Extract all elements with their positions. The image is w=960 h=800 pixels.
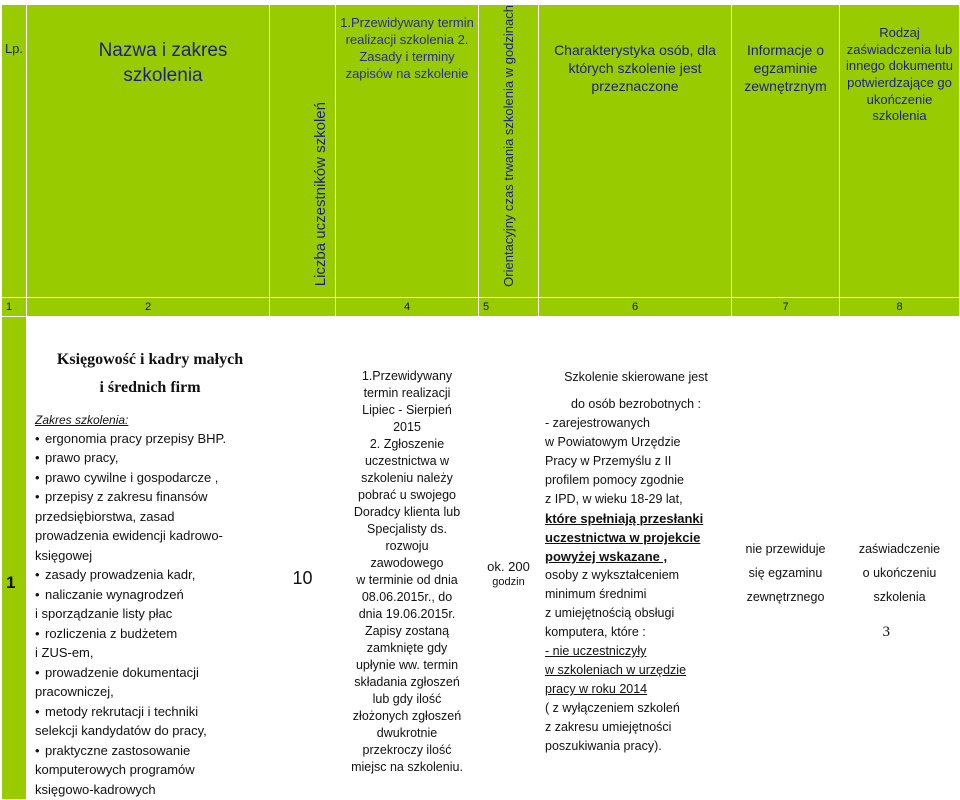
scope-item: księgowej [35, 547, 93, 563]
target-line: z zakresu umiejętności [545, 720, 672, 735]
scope-item: • zasady prowadzenia kadr, [35, 565, 265, 585]
scope-item: selekcji kandydatów do pracy, [35, 723, 207, 739]
target-line: ( z wyłączeniem szkoleń [545, 701, 680, 716]
target-line: z umiejętnością obsługi [545, 606, 675, 621]
schedule-line: Doradcy klienta lub [353, 505, 461, 520]
schedule-line: rozwoju [385, 539, 429, 554]
schedule-line: upłynie ww. termin [355, 658, 459, 673]
schedule-line: zawodowego [370, 556, 444, 571]
target-line: do osób bezrobotnych : [571, 397, 701, 412]
schedule-line: dwukrotnie [376, 726, 438, 741]
header-duration-cell [479, 5, 539, 298]
training-table [1, 4, 960, 800]
schedule-line: przekroczy ilość [362, 743, 452, 758]
header-certificate: Rodzaj zaświadczenia lub innego dokumentu potwierdzające go ukończenie szkolenia [840, 5, 960, 298]
target-line: profilem pomocy zgodnie [545, 473, 684, 488]
target-line: pracy w roku 2014 [545, 682, 648, 697]
col-number: 6 [539, 297, 732, 316]
schedule-line: termin realizacji [363, 386, 451, 401]
scope-item: • prowadzenie dokumentacji [35, 663, 265, 683]
header-name: Nazwa i zakres szkolenia [27, 5, 270, 298]
column-number-row [2, 297, 960, 316]
scope-item: • praktyczne zastosowanie [35, 741, 265, 761]
header-participants-cell [270, 5, 336, 298]
target-line: komputera, które : [545, 625, 646, 640]
schedule-line: w terminie od dnia [356, 573, 458, 588]
schedule-line: zamknięte gdy [366, 641, 448, 656]
target-line: które spełniają przesłanki [545, 511, 704, 527]
target-line: - nie uczestniczyły [545, 644, 647, 659]
schedule-line: Zapisy zostaną [364, 624, 450, 639]
header-schedule: 1.Przewidywany termin realizacji szkolenia 2. Zasady i terminy zapisów na szkolenie [336, 5, 479, 298]
exam-line: zewnętrznego [746, 590, 825, 605]
exam-cell [732, 316, 840, 800]
header-participants: Liczba uczestników szkoleń [312, 101, 330, 286]
scope-item: • prawo cywilne i gospodarcze , [35, 468, 265, 488]
training-title-line2: i średnich firm [99, 378, 201, 396]
target-line: poszukiwania pracy). [545, 739, 662, 754]
target-line: uczestnictwa w projekcie [545, 530, 701, 546]
schedule-line: 2. Zgłoszenie [369, 437, 445, 452]
scope-item: i sporządzanie listy płac [35, 606, 173, 622]
col-number-empty [270, 297, 336, 316]
schedule-line: 1.Przewidywany [361, 369, 453, 384]
certificate-cell [840, 316, 960, 800]
schedule-line: 2015 [393, 420, 421, 435]
target-line: w Powiatowym Urzędzie [545, 435, 681, 450]
scope-item: • przepisy z zakresu finansów [35, 487, 265, 507]
duration-value: ok. 200 [487, 558, 530, 574]
certificate-line: o ukończeniu [862, 566, 937, 581]
table-row [2, 316, 960, 800]
target-line: Pracy w Przemyślu z II [545, 454, 672, 469]
col-number: 4 [336, 297, 479, 316]
scope-item: księgowo-kadrowych [35, 781, 156, 797]
page-number: 3 [882, 624, 890, 640]
target-intro: Szkolenie skierowane jest [564, 370, 708, 385]
certificate-line: zaświadczenie [858, 542, 941, 557]
scope-item: pracowniczej, [35, 684, 114, 700]
scope-item: • prawo pracy, [35, 448, 265, 468]
certificate-line: szkolenia [873, 590, 926, 605]
header-row [2, 5, 960, 298]
target-line: - zarejestrowanych [545, 416, 650, 431]
scope-item: przedsiębiorstwa, zasad [35, 508, 175, 524]
col-number: 5 [479, 297, 539, 316]
row-lp: 1 [2, 316, 27, 800]
col-number: 1 [2, 297, 27, 316]
col-number: 2 [27, 297, 270, 316]
duration-unit: godzin [492, 575, 525, 588]
row-name-cell [27, 316, 270, 800]
duration-cell [479, 316, 539, 800]
schedule-line: składania zgłoszeń [354, 675, 460, 690]
target-cell [539, 316, 732, 800]
target-line: osoby z wykształceniem [545, 568, 680, 583]
training-title: Księgowość i kadry małych [56, 350, 244, 368]
scope-item: i ZUS-em, [35, 645, 94, 661]
col-number: 7 [732, 297, 840, 316]
exam-line: się egzaminu [748, 566, 823, 581]
schedule-line: miejsc na szkoleniu. [351, 760, 463, 775]
exam-line: nie przewiduje [745, 542, 826, 557]
target-text [545, 395, 727, 756]
header-target: Charakterystyka osób, dla których szkolenie jest przeznaczone [539, 5, 732, 298]
schedule-line: złożonych zgłoszeń [352, 709, 462, 724]
schedule-line: lub gdy ilość [372, 692, 442, 707]
scope-item: • rozliczenia z budżetem [35, 624, 265, 644]
target-line: powyżej wskazane , [545, 549, 668, 565]
schedule-line: dnia 19.06.2015r. [358, 607, 456, 622]
scope-item: komputerowych programów [35, 762, 195, 778]
participants-count: 10 [270, 316, 336, 800]
scope-label: Zakres szkolenia: [35, 412, 129, 427]
schedule-line: Lipiec - Sierpień [362, 403, 452, 418]
target-line: w szkoleniach w urzędzie [545, 663, 687, 678]
schedule-text [336, 368, 478, 776]
scope-item: • ergonomia pracy przepisy BHP. [35, 429, 265, 449]
schedule-cell [336, 316, 479, 800]
scope-list [35, 429, 265, 800]
header-duration: Orientacyjny czas trwania szkolenia w godzinach [500, 5, 516, 287]
schedule-line: Specjalisty ds. [367, 522, 447, 537]
schedule-line: 08.06.2015r., do [361, 590, 453, 605]
scope-item: • naliczanie wynagrodzeń [35, 585, 265, 605]
scope-item: • metody rekrutacji i techniki [35, 702, 265, 722]
target-line: minimum średnimi [545, 587, 647, 602]
schedule-line: szkoleniu należy [361, 471, 453, 486]
col-number: 8 [840, 297, 960, 316]
target-line: z IPD, w wieku 18-29 lat, [545, 492, 683, 507]
header-lp: Lp. [2, 5, 27, 298]
header-exam: Informacje o egzaminie zewnętrznym [732, 5, 840, 298]
scope-item: prowadzenia ewidencji kadrowo- [35, 528, 223, 544]
schedule-line: uczestnictwa w [364, 454, 450, 469]
schedule-line: pobrać u swojego [358, 488, 456, 503]
